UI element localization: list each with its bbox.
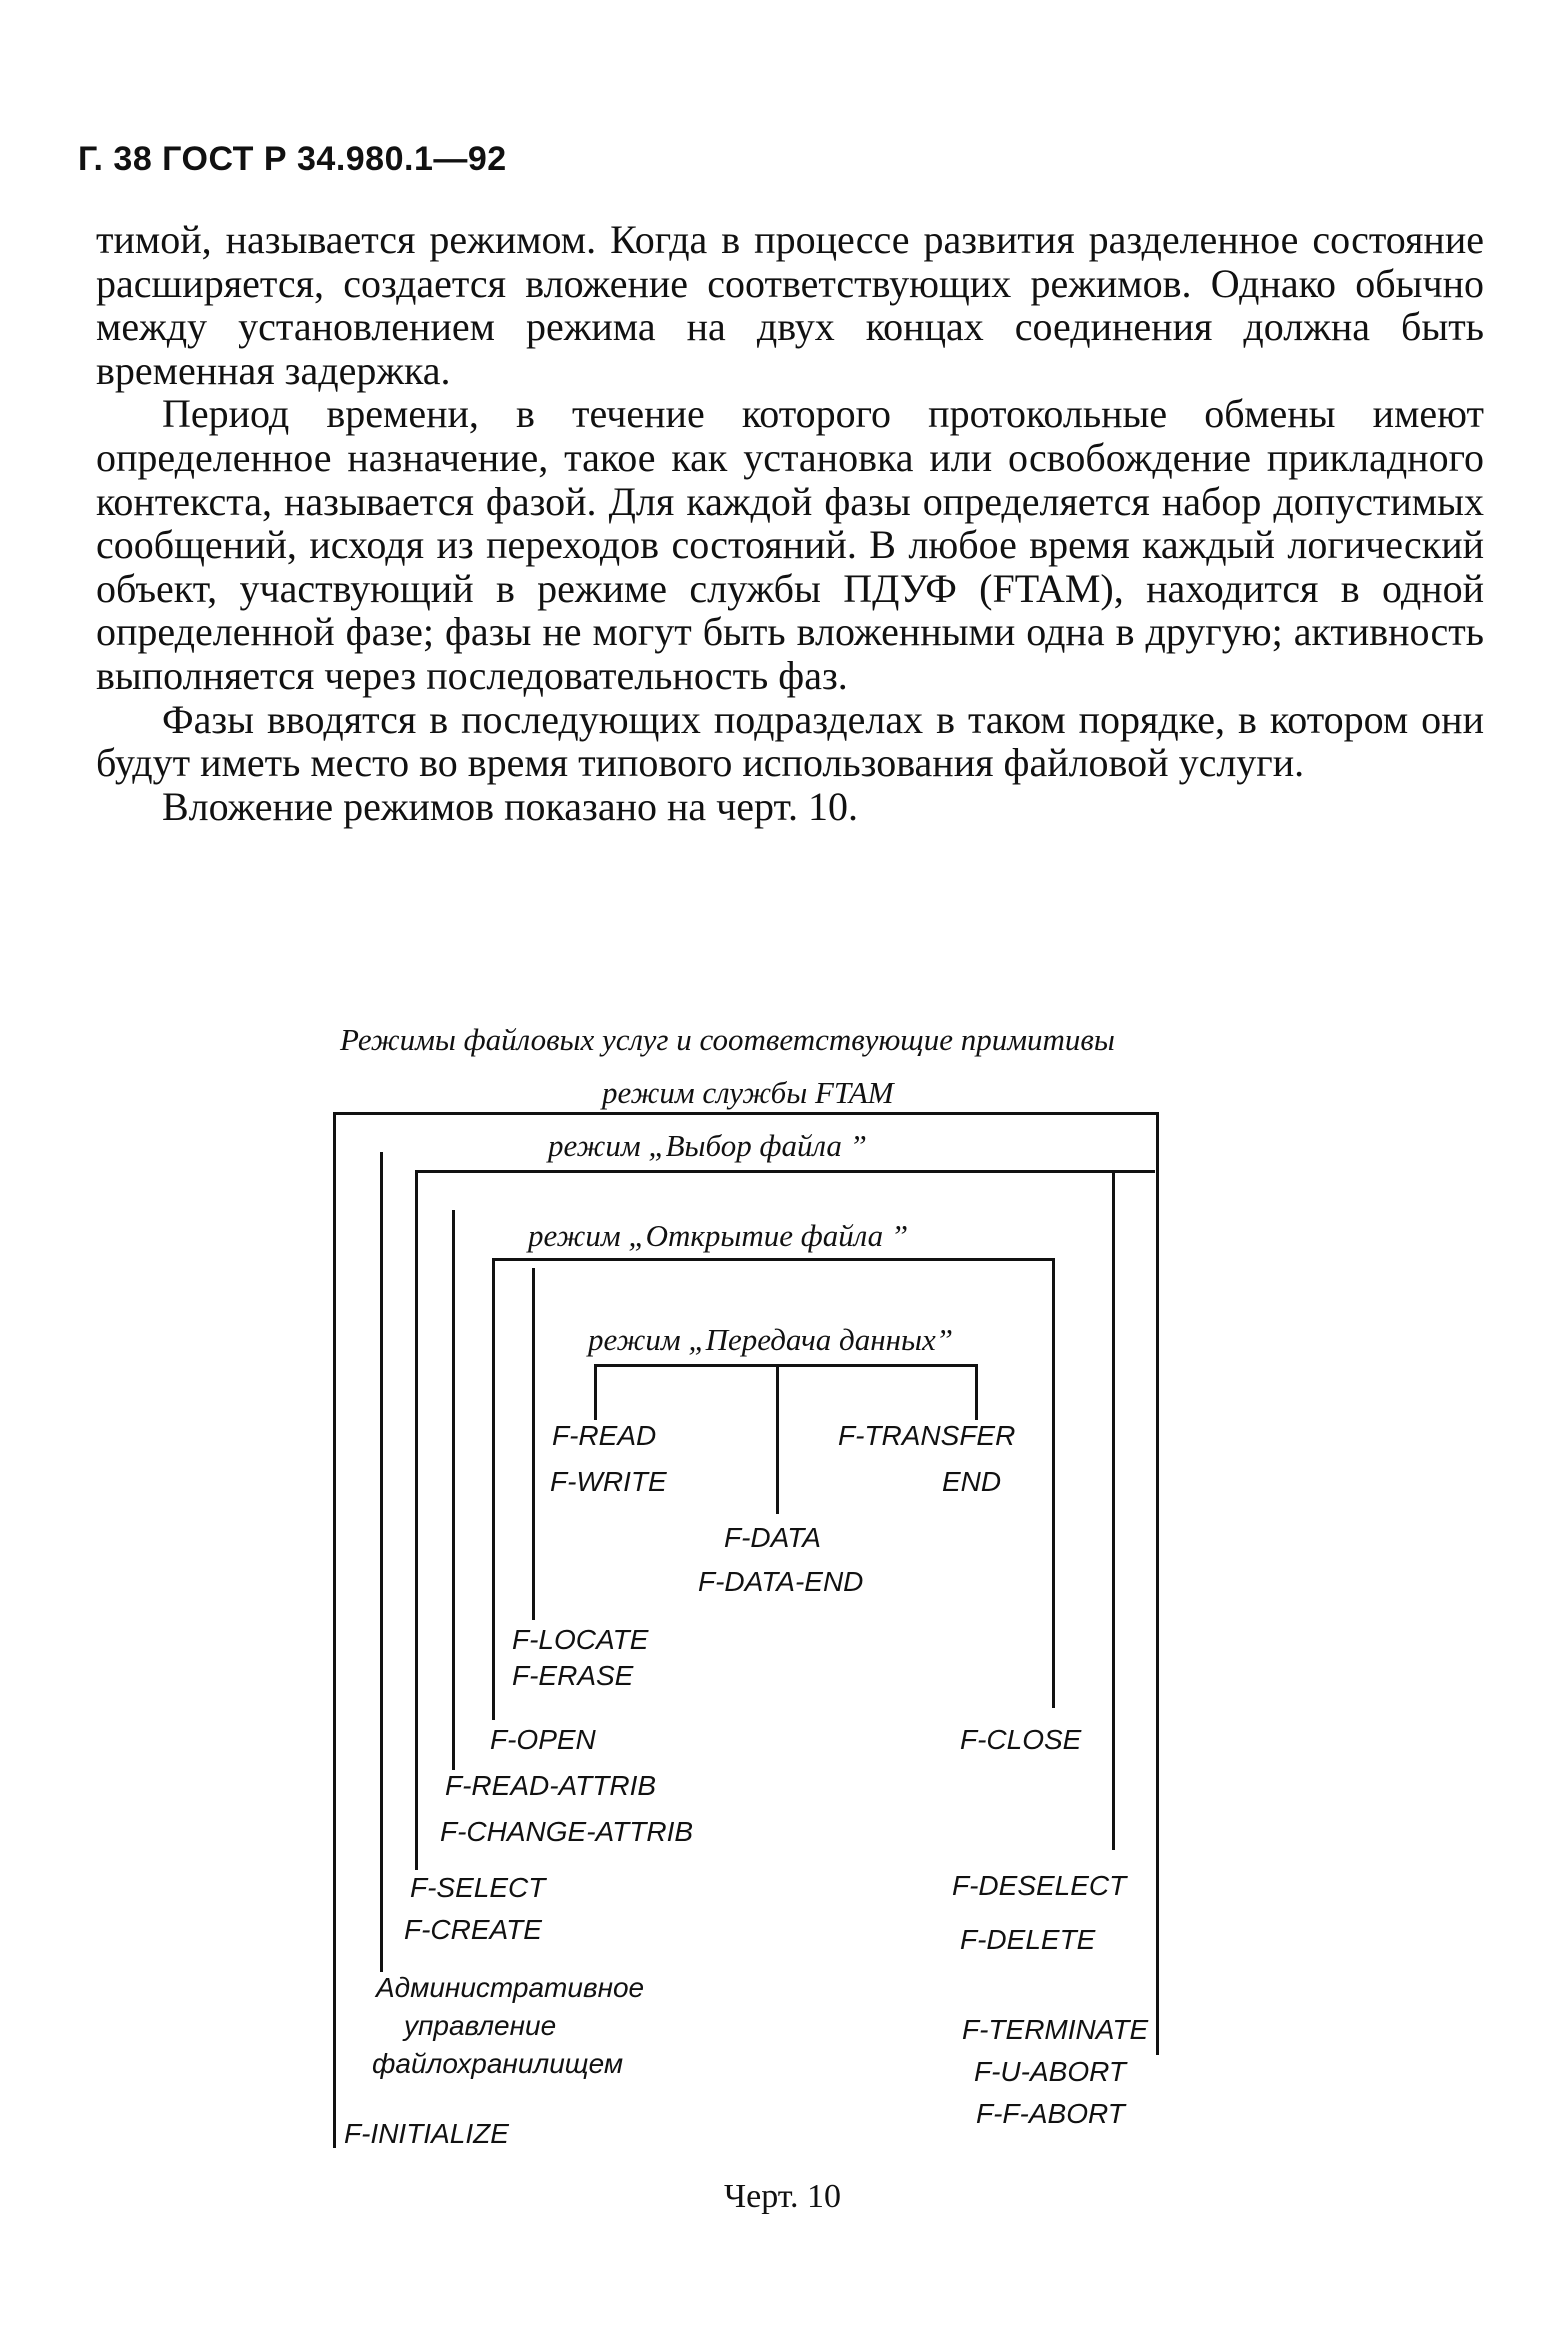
paragraph: тимой, называется режимом. Когда в процессе развития разделенное состояние расширяется, создается вложение соответствующих режимов. Однако обычно между установлением режима на двух концах соединения должна быть временная задержка. [96,217,1484,393]
f-f-abort-label: F-F-ABORT [976,2098,1125,2129]
open-bracket-right [1052,1258,1055,1708]
f-initialize-label: F-INITIALIZE [344,2118,509,2149]
select-bracket-top [415,1170,1155,1173]
f-delete-label: F-DELETE [960,1924,1096,1955]
f-terminate-label: F-TERMINATE [962,2014,1149,2045]
paragraph: Вложение режимов показано на черт. 10. [162,783,858,829]
f-erase-label: F-ERASE [512,1660,634,1691]
admin-label-line1: Административное [376,1972,645,2003]
transfer-mid-leg [776,1364,779,1514]
f-transfer-label: F-TRANSFER [838,1420,1016,1451]
f-change-attrib-label: F-CHANGE-ATTRIB [440,1816,694,1847]
mode-ftam-label: режим службы FTAM [602,1075,894,1110]
paragraph: Период времени, в течение которого протокольные обмены имеют определенное назначение, такое как установка или освобождение прикладного контекста, называется фазой. Для каждой фазы определяется набор допустимых сообщений, исходя из переходов состояний. В любое время каждый логический объект, участвующий в режиме службы ПДУФ (FTAM), находится в одной определенной фазе; фазы не могут быть вложенными одна в другую; активность выполняется через последовательность фаз. [96,391,1484,698]
f-create-label: F-CREATE [404,1914,542,1945]
admin-label-line3: файлохранилищем [372,2048,624,2079]
f-u-abort-label: F-U-ABORT [974,2056,1126,2087]
f-transfer-end-label: END [942,1466,1002,1497]
f-read-attrib-label: F-READ-ATTRIB [445,1770,657,1801]
select-bracket-right [1112,1170,1115,1850]
page-header: Г. 38 ГОСТ Р 34.980.1—92 [78,140,507,178]
f-open-label: F-OPEN [490,1724,596,1755]
ftam-bracket-left [333,1112,336,2148]
transfer-bar [594,1364,978,1367]
mode-open-label: режим „Открытие файла ” [528,1218,909,1253]
ftam-bracket-right [1156,1112,1159,2055]
select-inner-line [452,1210,455,1770]
transfer-right-leg [975,1364,978,1420]
transfer-left-leg [594,1364,597,1420]
figure-caption: Черт. 10 [724,2178,842,2215]
select-bracket-left [415,1170,418,1870]
f-write-label: F-WRITE [550,1466,667,1497]
mode-select-label: режим „Выбор файла ” [548,1128,867,1163]
f-close-label: F-CLOSE [960,1724,1082,1755]
f-locate-label: F-LOCATE [512,1624,649,1655]
admin-label-line2: управление [404,2010,557,2041]
f-select-label: F-SELECT [410,1872,546,1903]
ftam-bracket-top [333,1112,1159,1115]
open-bracket-top [492,1258,1054,1261]
f-data-end-label: F-DATA-END [698,1566,864,1597]
mode-transfer-label: режим „Передача данных” [588,1322,953,1357]
f-deselect-label: F-DESELECT [952,1870,1127,1901]
f-data-label: F-DATA [724,1522,821,1553]
f-read-label: F-READ [552,1420,657,1451]
open-inner-line [532,1268,535,1620]
paragraph: Фазы вводятся в последующих подразделах в таком порядке, в котором они будут иметь место во время типового использования файловой услуги. [96,696,1484,786]
open-bracket-left [492,1258,495,1720]
diagram-title: Режимы файловых услуг и соответствующие примитивы [340,1022,1115,1057]
admin-line [380,1152,383,1972]
